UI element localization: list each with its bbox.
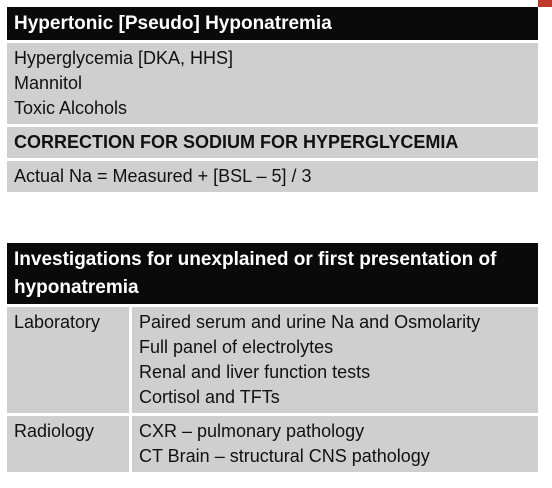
investigation-item: Renal and liver function tests [139,362,371,382]
table1-title: Hypertonic [Pseudo] Hyponatremia [7,7,538,40]
table1-causes [7,40,538,124]
row-items [132,307,538,413]
table2-title: Investigations for unexplained or first presentation of hyponatremia [7,243,538,304]
investigation-item: Paired serum and urine Na and Osmolarity [139,312,481,332]
cause-item: Hyperglycemia [DKA, HHS] [14,48,234,68]
correction-heading: CORRECTION FOR SODIUM FOR HYPERGLYCEMIA [7,124,538,158]
investigation-item: Cortisol and TFTs [139,387,280,407]
row-items [132,416,538,472]
correction-formula: Actual Na = Measured + [BSL – 5] / 3 [7,158,538,192]
table-row-laboratory [7,304,538,413]
investigation-item: Full panel of electrolytes [139,337,334,357]
investigation-item: CT Brain – structural CNS pathology [139,446,430,466]
row-category: Laboratory [7,307,132,413]
corner-marker [538,0,552,7]
cause-item: Mannitol [14,73,83,93]
hypertonic-hyponatremia-table [7,7,538,192]
table-row-radiology [7,413,538,472]
investigation-item: CXR – pulmonary pathology [139,421,365,441]
row-category: Radiology [7,416,132,472]
cause-item: Toxic Alcohols [14,98,128,118]
investigations-table [7,243,538,472]
